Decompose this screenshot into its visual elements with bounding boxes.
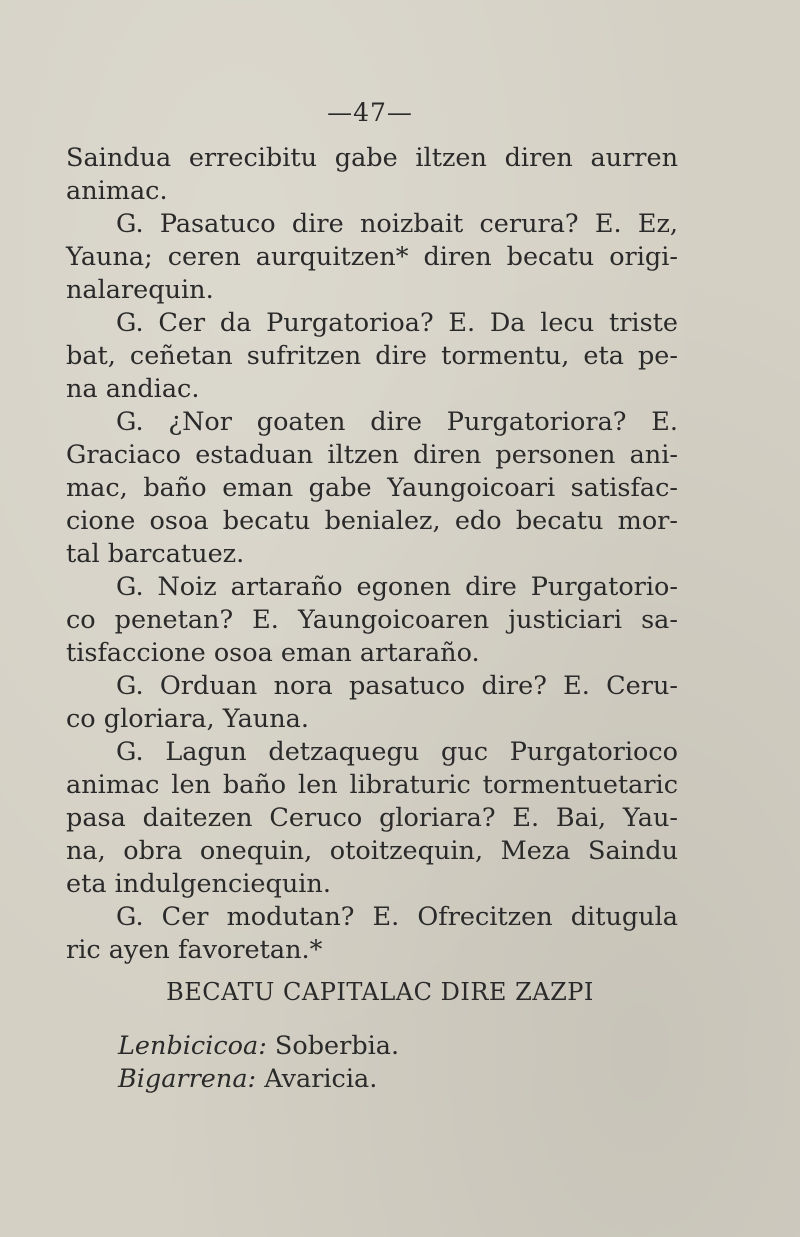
capital-sins-list	[118, 1030, 399, 1096]
text-line: pasa daitezen Ceruco gloriara? E. Bai, Yau-	[66, 803, 678, 833]
list-item	[118, 1063, 399, 1096]
text-line: ric ayen favoretan.*	[66, 935, 323, 965]
text-line: G. Cer modutan? E. Ofrecitzen ditugula	[116, 902, 678, 932]
text-line: animac.	[66, 176, 168, 206]
text-line: mac, baño eman gabe Yaungoicoari satisfac-	[66, 473, 678, 503]
page-number: —47—	[327, 98, 413, 127]
list-item	[118, 1030, 399, 1063]
text-line: G. Cer da Purgatorioa? E. Da lecu triste	[116, 308, 678, 338]
list-item-term: Bigarrena:	[118, 1064, 257, 1094]
text-line: G. Lagun detzaquegu guc Purgatorioco	[116, 737, 678, 767]
list-item-value: Avaricia.	[264, 1064, 378, 1094]
text-line: co penetan? E. Yaungoicoaren justiciari sa-	[66, 605, 678, 635]
text-line: na andiac.	[66, 374, 200, 404]
text-line: nalarequin.	[66, 275, 214, 305]
text-line: cione osoa becatu benialez, edo becatu mor-	[66, 506, 678, 536]
section-heading: BECATU CAPITALAC DIRE ZAZPI	[166, 978, 594, 1006]
text-line: animac len baño len libraturic tormentuetaric	[66, 770, 678, 800]
text-line: co gloriara, Yauna.	[66, 704, 309, 734]
text-line: tisfaccione osoa eman artaraño.	[66, 638, 480, 668]
text-line: G. Orduan nora pasatuco dire? E. Ceru-	[116, 671, 678, 701]
text-line: na, obra onequin, otoitzequin, Meza Saindu	[66, 836, 678, 866]
text-line: G. ¿Nor goaten dire Purgatoriora? E.	[116, 407, 678, 437]
text-line: G. Noiz artaraño egonen dire Purgatorio-	[116, 572, 678, 602]
text-line: bat, ceñetan sufritzen dire tormentu, eta pe-	[66, 341, 678, 371]
text-line: Saindua errecibitu gabe iltzen diren aurren	[66, 143, 678, 173]
text-line: Yauna; ceren aurquitzen* diren becatu origi-	[66, 242, 678, 272]
text-line: G. Pasatuco dire noizbait cerura? E. Ez,	[116, 209, 678, 239]
list-item-term: Lenbicicoa:	[118, 1031, 267, 1061]
text-line: Graciaco estaduan iltzen diren personen ani-	[66, 440, 678, 470]
list-item-value: Soberbia.	[274, 1031, 400, 1061]
text-line: tal barcatuez.	[66, 539, 245, 569]
text-line: eta indulgenciequin.	[66, 869, 331, 899]
body-text	[66, 142, 678, 967]
